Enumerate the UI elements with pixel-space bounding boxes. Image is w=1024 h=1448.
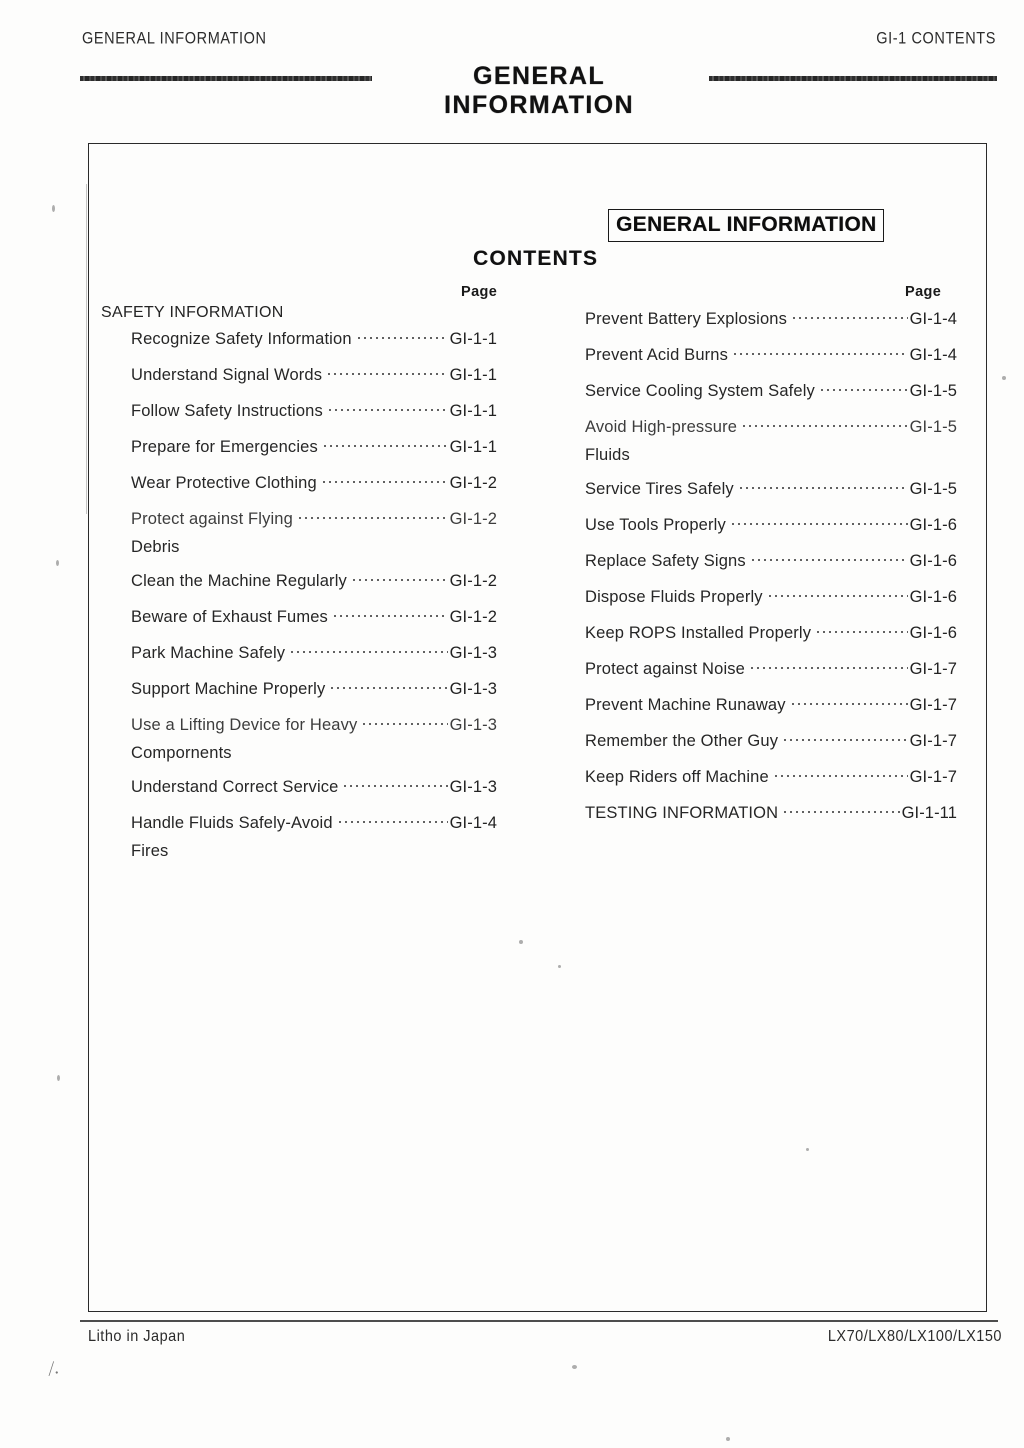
toc-entry-continuation: Debris: [131, 538, 180, 556]
toc-entry-title: Understand Correct Service: [131, 778, 339, 796]
toc-entry[interactable]: [559, 582, 957, 612]
toc-entry-continuation: Fires: [131, 842, 169, 860]
toc-dot-leader: [332, 606, 448, 622]
scan-speck: [56, 560, 59, 566]
toc-entry-row: [585, 412, 957, 442]
footer-model-text: LX70/LX80/LX100/LX150: [827, 1328, 1002, 1346]
toc-entry-title: Service Tires Safely: [585, 480, 734, 498]
toc-entry-row: [131, 468, 497, 498]
scan-speck: [806, 1148, 809, 1151]
toc-entry[interactable]: [97, 808, 497, 864]
toc-entry[interactable]: [97, 566, 497, 596]
toc-entry-title: Dispose Fluids Properly: [585, 588, 763, 606]
toc-entry[interactable]: [97, 602, 497, 632]
toc-dot-leader: [819, 380, 908, 396]
footer-rule: [80, 1320, 998, 1322]
toc-entry-row: [131, 602, 497, 632]
toc-dot-leader: [356, 328, 448, 344]
toc-entry-title: Recognize Safety Information: [131, 330, 352, 348]
toc-entry[interactable]: [97, 468, 497, 498]
toc-entry-title: Follow Safety Instructions: [131, 402, 323, 420]
section-boxed-heading: GENERAL INFORMATION: [608, 209, 884, 242]
toc-entry-continuation: Fluids: [585, 446, 630, 464]
toc-entry-title: Use Tools Properly: [585, 516, 726, 534]
toc-entry[interactable]: [559, 304, 957, 334]
toc-entry[interactable]: [559, 726, 957, 756]
toc-dot-leader: [322, 436, 448, 452]
toc-entry-title: Service Cooling System Safely: [585, 382, 815, 400]
scan-speck: [558, 965, 561, 968]
toc-entry[interactable]: [97, 396, 497, 426]
toc-entry[interactable]: [97, 710, 497, 766]
toc-entry-row: [585, 582, 957, 612]
toc-entry-title: Prevent Machine Runaway: [585, 696, 786, 714]
toc-dot-leader: [326, 364, 447, 380]
toc-column-left: [97, 304, 497, 870]
toc-entry-row: [131, 710, 497, 740]
toc-entry-page: GI-1-1: [449, 438, 497, 456]
toc-entry-page: GI-1-2: [449, 608, 497, 626]
toc-entry-row: [585, 762, 957, 792]
toc-entry[interactable]: [97, 638, 497, 668]
toc-entry-row: [131, 638, 497, 668]
toc-entry-title: Avoid High-pressure: [585, 418, 738, 436]
toc-dot-leader: [782, 730, 908, 746]
toc-entry-title: Wear Protective Clothing: [131, 474, 317, 492]
toc-entry[interactable]: [559, 690, 957, 720]
toc-entry-row: [585, 474, 957, 504]
toc-entry-page: GI-1-6: [909, 552, 957, 570]
toc-entry[interactable]: [559, 376, 957, 406]
toc-entry[interactable]: [559, 546, 957, 576]
toc-column-right: [559, 304, 957, 834]
scan-speck: [1002, 376, 1006, 380]
toc-entry-row: [585, 690, 957, 720]
running-head-left: GENERAL INFORMATION: [82, 30, 267, 48]
toc-dot-leader: [782, 802, 899, 818]
toc-entry-title: Park Machine Safely: [131, 644, 286, 662]
toc-entry[interactable]: [559, 510, 957, 540]
content-frame: [88, 143, 987, 1312]
toc-entry-row: [585, 510, 957, 540]
toc-entry-title: Prevent Battery Explosions: [585, 310, 787, 328]
toc-entry-page: GI-1-3: [449, 778, 497, 796]
running-head: [82, 30, 996, 52]
toc-entry-page: GI-1-1: [449, 330, 497, 348]
toc-entry-continuation: Compornents: [131, 744, 232, 762]
toc-entry-page: GI-1-2: [449, 510, 497, 528]
toc-entry-page: GI-1-7: [909, 732, 957, 750]
toc-entry-page: GI-1-5: [909, 418, 957, 436]
toc-dot-leader: [327, 400, 448, 416]
toc-entry-row: [585, 798, 957, 828]
footer-litho-text: Litho in Japan: [88, 1328, 186, 1346]
scan-speck: [57, 1075, 60, 1081]
toc-dot-leader: [321, 472, 448, 488]
page-column-label-left: Page: [461, 284, 498, 300]
toc-entry-page: GI-1-1: [449, 366, 497, 384]
toc-entry-row: [585, 376, 957, 406]
toc-dot-leader: [738, 478, 908, 494]
toc-dot-leader: [342, 776, 447, 792]
toc-entry[interactable]: [559, 618, 957, 648]
toc-entry-row: [131, 324, 497, 354]
toc-entry-title: Prevent Acid Burns: [585, 346, 729, 364]
scan-speck: [519, 940, 523, 944]
toc-entry-page: GI-1-6: [909, 516, 957, 534]
toc-entry-page: GI-1-11: [901, 804, 957, 822]
toc-entry-page: GI-1-3: [449, 716, 497, 734]
toc-entry-row: [131, 808, 497, 838]
toc-entry-row: [131, 396, 497, 426]
toc-entry-page: GI-1-5: [909, 382, 957, 400]
page-column-label-right: Page: [905, 284, 942, 300]
toc-dot-leader: [732, 344, 908, 360]
toc-entry[interactable]: [559, 340, 957, 370]
toc-entry-page: GI-1-4: [909, 346, 957, 364]
banner-title: GENERAL INFORMATION: [444, 62, 634, 119]
toc-entry-title: Support Machine Properly: [131, 680, 326, 698]
toc-entry-title: Understand Signal Words: [131, 366, 323, 384]
toc-entry-row: [585, 304, 957, 334]
toc-dot-leader: [730, 514, 908, 530]
toc-dot-leader: [337, 812, 448, 828]
toc-entry-title: TESTING INFORMATION: [585, 804, 779, 822]
toc-entry-title: Use a Lifting Device for Heavy: [131, 716, 358, 734]
toc-entry-page: GI-1-4: [909, 310, 957, 328]
toc-entry-page: GI-1-1: [449, 402, 497, 420]
toc-entry-row: [585, 726, 957, 756]
scan-speck: [726, 1437, 730, 1441]
toc-entry-row: [585, 654, 957, 684]
toc-entry[interactable]: [559, 474, 957, 504]
toc-dot-leader: [750, 550, 908, 566]
banner: [78, 62, 1000, 119]
toc-entry[interactable]: [559, 798, 957, 828]
toc-dot-leader: [289, 642, 447, 658]
toc-entry[interactable]: [559, 654, 957, 684]
toc-entry[interactable]: [97, 324, 497, 354]
toc-entry-title: Protect against Flying: [131, 510, 293, 528]
running-head-right: GI-1 CONTENTS: [876, 30, 996, 48]
toc-entry-page: GI-1-3: [449, 644, 497, 662]
toc-entry-row: [131, 674, 497, 704]
toc-entry-title: Clean the Machine Regularly: [131, 572, 347, 590]
toc-entry[interactable]: [97, 674, 497, 704]
contents-label: CONTENTS: [473, 247, 599, 270]
toc-dot-leader: [329, 678, 447, 694]
toc-entry[interactable]: [97, 772, 497, 802]
toc-entry[interactable]: [97, 504, 497, 560]
toc-dot-leader: [741, 416, 908, 432]
toc-entry-row: [585, 618, 957, 648]
toc-dot-leader: [773, 766, 908, 782]
toc-entry-row: [585, 546, 957, 576]
toc-entry-page: GI-1-6: [909, 588, 957, 606]
toc-entry-row: [131, 772, 497, 802]
toc-columns: [89, 304, 986, 924]
toc-dot-leader: [815, 622, 907, 638]
toc-entry-title: Beware of Exhaust Fumes: [131, 608, 328, 626]
toc-entry-title: Keep ROPS Installed Properly: [585, 624, 812, 642]
toc-entry[interactable]: [559, 762, 957, 792]
toc-entry-title: Prepare for Emergencies: [131, 438, 318, 456]
toc-dot-leader: [351, 570, 448, 586]
toc-entry-title: Handle Fluids Safely-Avoid: [131, 814, 333, 832]
toc-entry-row: [585, 340, 957, 370]
toc-entry[interactable]: [97, 360, 497, 390]
toc-dot-leader: [361, 714, 447, 730]
toc-entry-page: GI-1-3: [449, 680, 497, 698]
toc-entry-page: GI-1-7: [909, 768, 957, 786]
toc-dot-leader: [767, 586, 908, 602]
toc-entry-page: GI-1-2: [449, 572, 497, 590]
toc-entry-page: GI-1-4: [449, 814, 497, 832]
scan-corner-mark: ⁄.: [46, 1357, 61, 1380]
toc-entry[interactable]: [97, 432, 497, 462]
toc-entry-page: GI-1-5: [909, 480, 957, 498]
toc-entry-title: Remember the Other Guy: [585, 732, 779, 750]
toc-entry-page: GI-1-2: [449, 474, 497, 492]
banner-rule-left: [80, 76, 372, 81]
toc-entry-page: GI-1-7: [909, 696, 957, 714]
toc-dot-leader: [790, 694, 908, 710]
toc-entry[interactable]: [559, 412, 957, 468]
toc-entry-row: [131, 504, 497, 534]
banner-rule-right: [709, 76, 997, 81]
scan-speck: [572, 1365, 577, 1369]
toc-entry-title: Keep Riders off Machine: [585, 768, 769, 786]
toc-entry-page: GI-1-7: [909, 660, 957, 678]
toc-entry-page: GI-1-6: [909, 624, 957, 642]
toc-dot-leader: [297, 508, 448, 524]
toc-entry-row: [131, 566, 497, 596]
toc-entry-title: Protect against Noise: [585, 660, 745, 678]
toc-entry-row: [131, 360, 497, 390]
toc-dot-leader: [791, 308, 908, 324]
scan-speck: [52, 205, 55, 212]
toc-group-heading: SAFETY INFORMATION: [101, 304, 284, 321]
toc-entry-title: Replace Safety Signs: [585, 552, 746, 570]
footer: [88, 1328, 1002, 1344]
toc-dot-leader: [749, 658, 908, 674]
toc-entry-row: [131, 432, 497, 462]
